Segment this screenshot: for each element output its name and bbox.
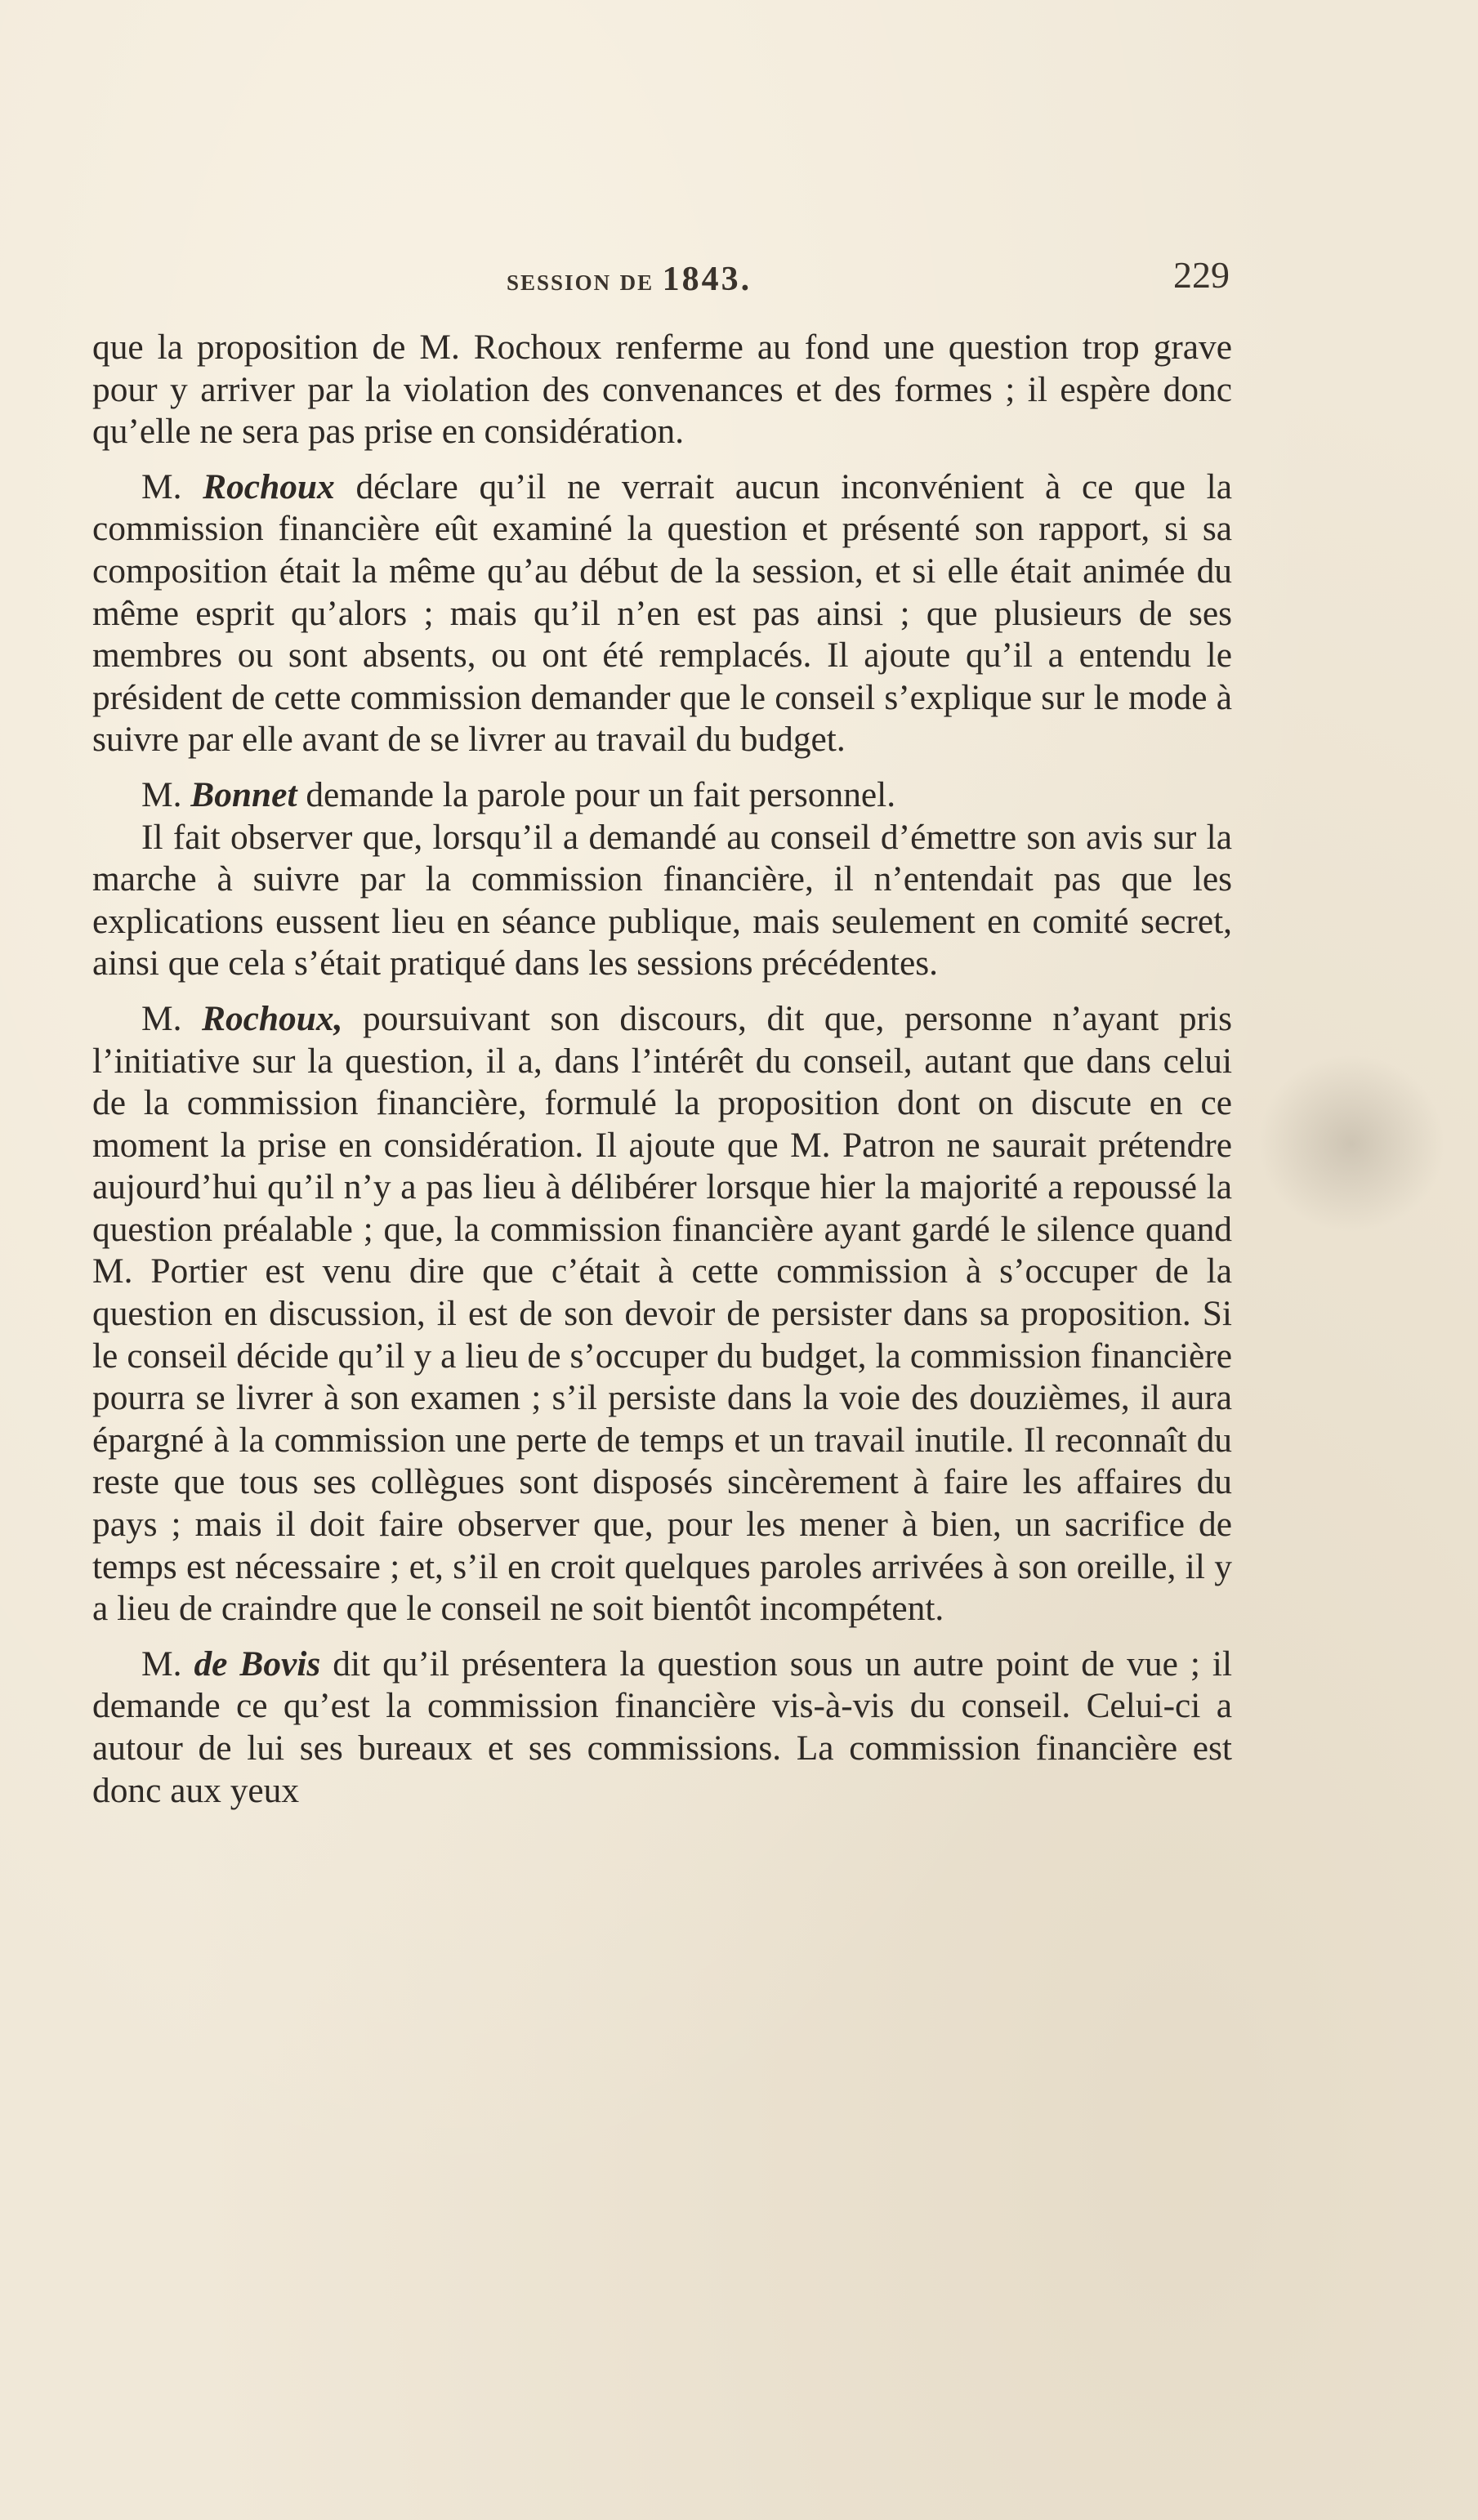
running-head-year: 1843. xyxy=(662,261,752,298)
paragraph xyxy=(92,466,1232,761)
speaker-name: Rochoux xyxy=(203,466,335,506)
speaker-prefix: M. xyxy=(141,998,203,1038)
body-text xyxy=(92,327,1232,1812)
running-head-session: SESSION xyxy=(507,270,612,295)
running-head xyxy=(507,260,752,299)
paragraph xyxy=(92,774,1232,817)
speaker-prefix: M. xyxy=(141,1644,194,1684)
paragraph-text: demande la parole pour un fait personnel. xyxy=(297,774,896,814)
paragraph xyxy=(92,1644,1232,1812)
page-header xyxy=(94,253,1230,302)
running-head-de: DE xyxy=(619,270,654,295)
paragraph-text: dit qu’il présentera la question sous un autre point de vue ; il demande ce qu’est la commission financière vis-à-vis du conseil. Celui-ci a autour de lui ses bureaux et ses commissions. La commission financière est donc aux yeux xyxy=(92,1644,1233,1810)
paragraph xyxy=(92,998,1232,1630)
page-stain xyxy=(1257,1054,1445,1233)
speaker-prefix: M. xyxy=(141,466,203,506)
speaker-name: Rochoux, xyxy=(202,998,343,1038)
paragraph-text: poursuivant son discours, dit que, personne n’ayant pris l’initiative sur la question, il a, dans l’intérêt du conseil, autant que dans celui de la commission financière, formulé la proposition dont on discute en ce moment la prise en considération. Il ajoute que M. Patron ne saurait prétendre aujourd’hui qu’il n’y a pas lieu à délibérer lorsque hier la majorité a repoussé la question préalable ; que, la commission financière ayant gardé le silence quand M. Portier est venu dire que c’était à cette commission à s’occuper de la question en discussion, il est de son devoir de persister dans sa proposition. Si le conseil décide qu’il y a lieu de s’occuper du budget, la commission financière pourra se livrer à son examen ; s’il persiste dans la voie des douzièmes, il aura épargné à la commission une perte de temps et un travail inutile. Il reconnaît du reste que tous ses collègues sont disposés sincèrement à faire les affaires du pays ; mais il doit faire observer que, pour les mener à bien, un sacrifice de temps est nécessaire ; et, s’il en croit quelques paroles arrivées à son oreille, il y a lieu de craindre que le conseil ne soit bientôt incompétent. xyxy=(92,998,1232,1629)
paragraph xyxy=(92,817,1232,985)
paragraph xyxy=(92,327,1232,453)
paragraph-text: que la proposition de M. Rochoux renferme au fond une question trop grave pour y arriver par la violation des convenances et des formes ; il espère donc qu’elle ne sera pas prise en considération. xyxy=(92,328,1232,452)
speaker-name: Bonnet xyxy=(190,774,297,814)
page-number: 229 xyxy=(1173,254,1230,296)
paragraph-text: Il fait observer que, lorsqu’il a demandé au conseil d’émettre son avis sur la marche à suivre par la commission financière, il n’entendait pas que les explications eussent lieu en séance publique, mais seulement en comité secret, ainsi que cela s’était pratiqué dans les sessions précédentes. xyxy=(92,817,1232,983)
speaker-name: de Bovis xyxy=(194,1644,321,1684)
paragraph-text: déclare qu’il ne verrait aucun inconvénient à ce que la commission financière eût examiné la question et présenté son rapport, si sa composition était la même qu’au début de la session, et si elle était animée du même esprit qu’alors ; mais qu’il n’en est pas ainsi ; que plusieurs de ses membres ou sont absents, ou ont été remplacés. Il ajoute qu’il a entendu le président de cette commission demander que le conseil s’explique sur le mode à suivre par elle avant de se livrer au travail du budget. xyxy=(92,466,1232,760)
speaker-prefix: M. xyxy=(141,774,191,814)
